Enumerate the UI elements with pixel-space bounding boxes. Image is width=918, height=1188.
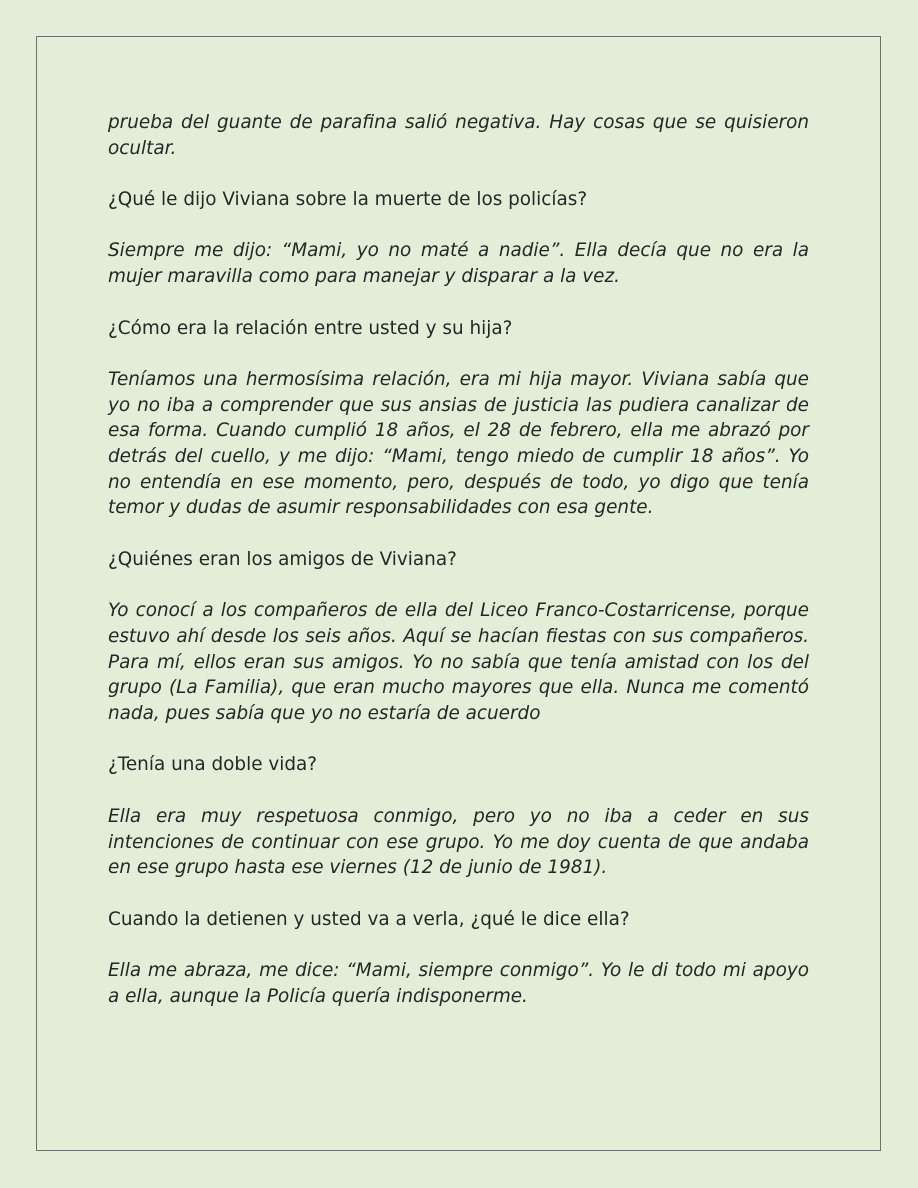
answer-paragraph: Yo conocí a los compañeros de ella del Liceo Franco-Costarricense, porque estuvo ahí desde los seis años. Aquí se hacían fiestas con sus compañeros. Para mí, ellos eran sus amigos. Yo no sabía que tenía amistad con los del grupo (La Familia), que eran mucho mayores que ella. Nunca me comentó nada, pues sabía que yo no estaría de acuerdo [108,600,809,725]
answer-paragraph: Teníamos una hermosísima relación, era mi hija mayor. Viviana sabía que yo no iba a comprender que sus ansias de justicia las pudiera canalizar de esa forma. Cuando cumplió 18 años, el 28 de febrero, ella me abrazó por detrás del cuello, y me dijo: “Mami, tengo miedo de cumplir 18 años”. Yo no entendía en ese momento, pero, después de todo, yo digo que tenía temor y dudas de asumir responsabilidades con esa gente. [108,368,809,519]
question-paragraph: ¿Qué le dijo Viviana sobre la muerte de los policías? [108,189,588,211]
question-paragraph: ¿Tenía una doble vida? [108,754,318,776]
answer-paragraph: Ella me abraza, me dice: “Mami, siempre conmigo”. Yo le di todo mi apoyo a ella, aunque la Policía quería indisponerme. [108,960,809,1007]
question-paragraph: ¿Quiénes eran los amigos de Viviana? [108,548,457,570]
question-paragraph: ¿Cómo era la relación entre usted y su hija? [108,317,513,339]
answer-paragraph: Siempre me dijo: “Mami, yo no maté a nadie”. Ella decía que no era la mujer maravilla como para manejar y disparar a la vez. [108,240,809,288]
answer-paragraph: prueba del guante de parafina salió negativa. Hay cosas que se quisieron ocultar. [108,112,809,159]
answer-paragraph: Ella era muy respetuosa conmigo, pero yo no iba a ceder en sus intenciones de continuar con ese grupo. Yo me doy cuenta de que andaba en ese grupo hasta ese viernes (12 de junio de 1981). [108,805,809,879]
question-paragraph: Cuando la detienen y usted va a verla, ¿qué le dice ella? [108,908,630,930]
interview-text [108,110,809,1035]
